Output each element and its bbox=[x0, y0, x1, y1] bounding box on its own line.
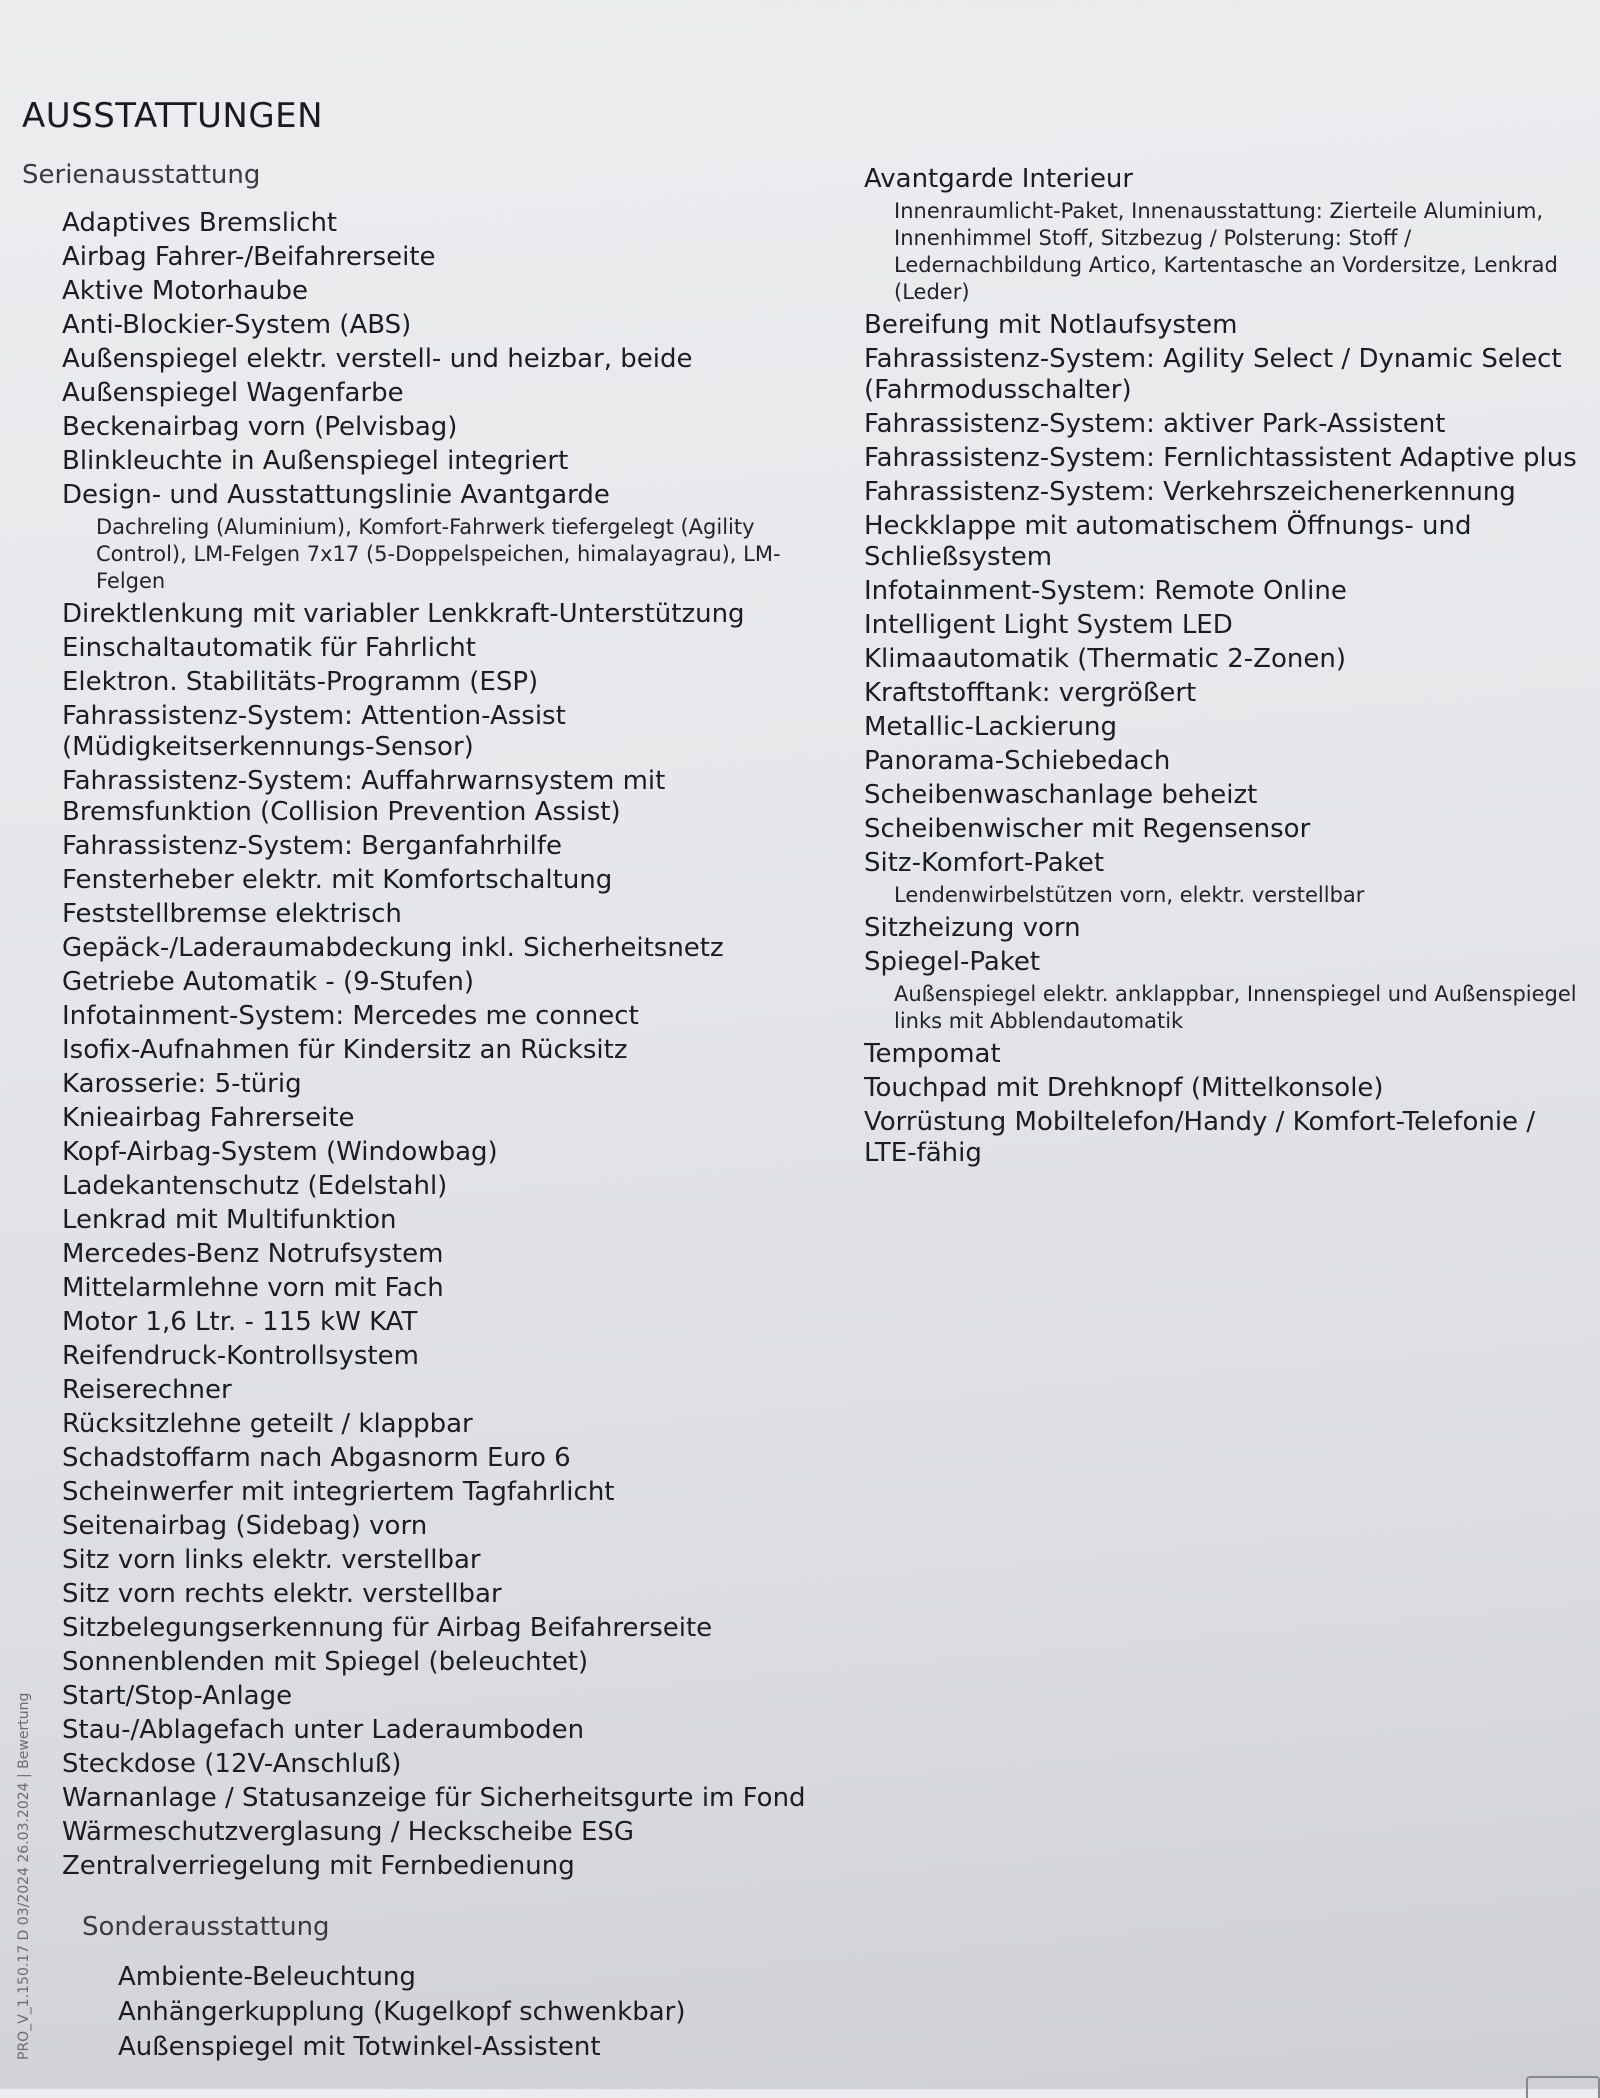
sonder-item: Anhängerkupplung (Kugelkopf schwenkbar) bbox=[118, 1997, 686, 2027]
serien-right-item: Sitz-Komfort-Paket bbox=[864, 848, 1105, 878]
serien-item: Reifendruck-Kontrollsystem bbox=[62, 1341, 419, 1371]
serien-right-item: Vorrüstung Mobiltelefon/Handy / Komfort-Telefonie / LTE-fähig bbox=[864, 1107, 1536, 1168]
serien-section-label: Serienausstattung bbox=[22, 160, 261, 190]
serien-item: Design- und Ausstattungslinie Avantgarde bbox=[62, 480, 610, 510]
serien-right-item: Fahrassistenz-System: Fernlichtassistent Adaptive plus bbox=[864, 443, 1577, 473]
serien-item: Rücksitzlehne geteilt / klappbar bbox=[62, 1409, 473, 1439]
sonder-item: Außenspiegel mit Totwinkel-Assistent bbox=[118, 2032, 601, 2062]
serien-item: Kopf-Airbag-System (Windowbag) bbox=[62, 1137, 498, 1167]
serien-item: Aktive Motorhaube bbox=[62, 276, 308, 306]
serien-item: Stau-/Ablagefach unter Laderaumboden bbox=[62, 1715, 585, 1745]
serien-item: Beckenairbag vorn (Pelvisbag) bbox=[62, 412, 458, 442]
serien-right-item: Kraftstofftank: vergrößert bbox=[864, 678, 1197, 708]
serien-item: Scheinwerfer mit integriertem Tagfahrlicht bbox=[62, 1477, 615, 1507]
serien-item: Warnanlage / Statusanzeige für Sicherheitsgurte im Fond bbox=[62, 1783, 806, 1813]
serien-right-item: Spiegel-Paket bbox=[864, 947, 1041, 977]
sonder-item: Ambiente-Beleuchtung bbox=[118, 1962, 416, 1992]
serien-right-item-detail: Innenraumlicht-Paket, Innenausstattung: Zierteile Aluminium, Innenhimmel Stoff, Sitzbezug / Polsterung: Stoff / Ledernachbildung Artico, Kartentasche an Vordersitze, Lenkrad (Leder) bbox=[894, 199, 1558, 304]
serien-right-item: Panorama-Schiebedach bbox=[864, 746, 1171, 776]
serien-right-item: Infotainment-System: Remote Online bbox=[864, 576, 1347, 606]
serien-item: Sitzbelegungserkennung für Airbag Beifahrerseite bbox=[62, 1613, 713, 1643]
serien-item: Getriebe Automatik - (9-Stufen) bbox=[62, 967, 475, 997]
serien-item: Gepäck-/Laderaumabdeckung inkl. Sicherheitsnetz bbox=[62, 933, 724, 963]
serien-item: Start/Stop-Anlage bbox=[62, 1681, 293, 1711]
serien-right-item: Klimaautomatik (Thermatic 2-Zonen) bbox=[864, 644, 1346, 674]
sonder-list bbox=[118, 1960, 822, 2065]
serien-item: Karosserie: 5-türig bbox=[62, 1069, 302, 1099]
serien-right-item: Fahrassistenz-System: Agility Select / Dynamic Select (Fahrmodusschalter) bbox=[864, 344, 1562, 405]
serien-item: Seitenairbag (Sidebag) vorn bbox=[62, 1511, 428, 1541]
page-title: AUSSTATTUNGEN bbox=[22, 96, 324, 136]
serien-item: Fahrassistenz-System: Auffahrwarnsystem mit Bremsfunktion (Collision Prevention Assist) bbox=[62, 766, 666, 827]
serien-item: Einschaltautomatik für Fahrlicht bbox=[62, 633, 476, 663]
serien-item: Anti-Blockier-System (ABS) bbox=[62, 310, 412, 340]
serien-item: Isofix-Aufnahmen für Kindersitz an Rücksitz bbox=[62, 1035, 628, 1065]
serien-item: Motor 1,6 Ltr. - 115 kW KAT bbox=[62, 1307, 418, 1337]
serien-item: Reiserechner bbox=[62, 1375, 232, 1405]
serien-right-item-detail: Lendenwirbelstützen vorn, elektr. verstellbar bbox=[894, 883, 1365, 907]
serien-item: Fahrassistenz-System: Berganfahrhilfe bbox=[62, 831, 562, 861]
serien-right-item: Intelligent Light System LED bbox=[864, 610, 1233, 640]
serien-right-item: Touchpad mit Drehknopf (Mittelkonsole) bbox=[864, 1073, 1384, 1103]
serien-item: Adaptives Bremslicht bbox=[62, 208, 338, 238]
serien-item: Blinkleuchte in Außenspiegel integriert bbox=[62, 446, 569, 476]
serien-item: Wärmeschutzverglasung / Heckscheibe ESG bbox=[62, 1817, 635, 1847]
serien-right-item: Bereifung mit Notlaufsystem bbox=[864, 310, 1238, 340]
serien-right-item: Avantgarde Interieur bbox=[864, 164, 1134, 194]
left-column bbox=[22, 160, 822, 2065]
serien-list bbox=[62, 208, 822, 1882]
sonder-section-label: Sonderausstattung bbox=[82, 1912, 330, 1942]
serien-item: Schadstoffarm nach Abgasnorm Euro 6 bbox=[62, 1443, 571, 1473]
serien-item: Sitz vorn rechts elektr. verstellbar bbox=[62, 1579, 502, 1609]
serien-right-item: Sitzheizung vorn bbox=[864, 913, 1081, 943]
serien-item: Steckdose (12V-Anschluß) bbox=[62, 1749, 402, 1779]
serien-item: Feststellbremse elektrisch bbox=[62, 899, 402, 929]
serien-item: Mittelarmlehne vorn mit Fach bbox=[62, 1273, 444, 1303]
serien-item: Außenspiegel Wagenfarbe bbox=[62, 378, 404, 408]
serien-item: Mercedes-Benz Notrufsystem bbox=[62, 1239, 444, 1269]
serien-item: Außenspiegel elektr. verstell- und heizbar, beide bbox=[62, 344, 693, 374]
serien-item: Ladekantenschutz (Edelstahl) bbox=[62, 1171, 448, 1201]
serien-right-item: Scheibenwaschanlage beheizt bbox=[864, 780, 1258, 810]
serien-item: Zentralverriegelung mit Fernbedienung bbox=[62, 1851, 575, 1881]
serien-item: Sitz vorn links elektr. verstellbar bbox=[62, 1545, 481, 1575]
side-print-note bbox=[16, 1692, 36, 2060]
serien-item: Direktlenkung mit variabler Lenkkraft-Unterstützung bbox=[62, 599, 745, 629]
serien-item: Airbag Fahrer-/Beifahrerseite bbox=[62, 242, 436, 272]
serien-right-item: Fahrassistenz-System: Verkehrszeichenerkennung bbox=[864, 477, 1516, 507]
serien-item: Sonnenblenden mit Spiegel (beleuchtet) bbox=[62, 1647, 589, 1677]
serien-item: Lenkrad mit Multifunktion bbox=[62, 1205, 397, 1235]
side-print-note-text: PRO_V_1.150.17 D 03/2024 26.03.2024 | Bewertung bbox=[16, 1692, 32, 2060]
serien-right-item: Metallic-Lackierung bbox=[864, 712, 1118, 742]
serien-item: Elektron. Stabilitäts-Programm (ESP) bbox=[62, 667, 539, 697]
serien-right-item: Scheibenwischer mit Regensensor bbox=[864, 814, 1311, 844]
serien-right-item: Heckklappe mit automatischem Öffnungs- und Schließsystem bbox=[864, 511, 1472, 572]
serien-item: Knieairbag Fahrerseite bbox=[62, 1103, 355, 1133]
serien-right-item-detail: Außenspiegel elektr. anklappbar, Innenspiegel und Außenspiegel links mit Abblendautomatik bbox=[894, 982, 1577, 1033]
serien-item: Fahrassistenz-System: Attention-Assist (Müdigkeitserkennungs-Sensor) bbox=[62, 701, 566, 762]
serien-right-item: Fahrassistenz-System: aktiver Park-Assistent bbox=[864, 409, 1446, 439]
serien-item: Fensterheber elektr. mit Komfortschaltung bbox=[62, 865, 613, 895]
serien-item-detail: Dachreling (Aluminium), Komfort-Fahrwerk tiefergelegt (Agility Control), LM-Felgen 7x17 (5-Doppelspeichen, himalayagrau), LM-Felgen bbox=[96, 515, 781, 593]
serien-right-item: Tempomat bbox=[864, 1039, 1001, 1069]
serien-item: Infotainment-System: Mercedes me connect bbox=[62, 1001, 639, 1031]
corner-box bbox=[1526, 2076, 1600, 2098]
right-column bbox=[864, 164, 1584, 1172]
